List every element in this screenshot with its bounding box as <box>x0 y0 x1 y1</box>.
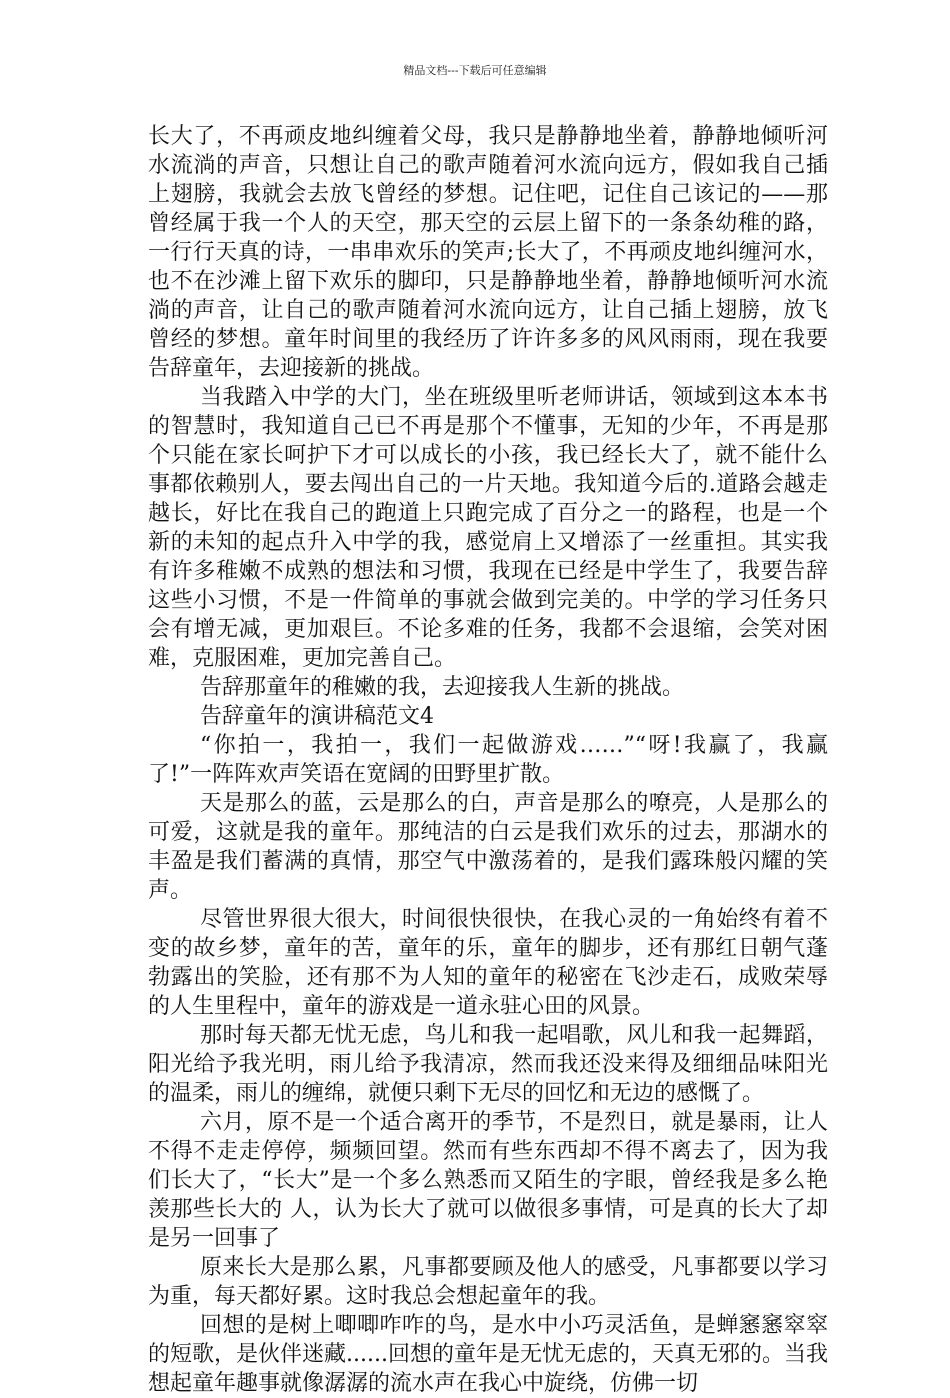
section-heading: 告辞童年的演讲稿范文4 <box>200 704 434 729</box>
paragraph: 回想的是树上唧唧咋咋的鸟，是水中小巧灵活鱼，是蝉窸窸窣窣的短歌，是伙伴迷藏......回想的童年是无忧无虑的，天真无邪的。当我想起童年趣事就像潺潺的流水声在我心中旋绕，仿佛一切 <box>148 1313 828 1396</box>
paragraph: 六月，原不是一个适合离开的季节，不是烈日，就是暴雨，让人不得不走走停停，频频回望。然而有些东西却不得不离去了，因为我们长大了，“长大”是一个多么熟悉而又陌生的字眼，曾经我是多么艳羡那些长大的 人，认为长大了就可以做很多事情，可是真的长大了却是另一回事了 <box>148 1110 828 1251</box>
paragraph: 那时每天都无忧无虑，鸟儿和我一起唱歌，风儿和我一起舞蹈，阳光给予我光明，雨儿给予我清凉，然而我还没来得及细细品味阳光的温柔，雨儿的缠绵，就便只剩下无尽的回忆和无边的感慨了。 <box>148 1023 828 1106</box>
paragraph: 原来长大是那么累，凡事都要顾及他人的感受，凡事都要以学习为重，每天都好累。这时我总会想起童年的我。 <box>148 1255 828 1309</box>
paragraph: 长大了，不再顽皮地纠缠着父母，我只是静静地坐着，静静地倾听河水流淌的声音，只想让自己的歌声随着河水流向远方，假如我自己插上翅膀，我就会去放飞曾经的梦想。记住吧，记住自己该记的——那曾经属于我一个人的天空，那天空的云层上留下的一条条幼稚的路，一行行天真的诗，一串串欢乐的笑声;长大了，不再顽皮地纠缠河水，也不在沙滩上留下欢乐的脚印，只是静静地坐着，静静地倾听河水流淌的声音，让自己的歌声随着河水流向远方，让自己插上翅膀，放飞曾经的梦想。童年时间里的我经历了许许多多的风风雨雨，现在我要告辞童年，去迎接新的挑战。 <box>148 124 828 381</box>
paragraph: 当我踏入中学的大门，坐在班级里听老师讲话，领域到这本本书的智慧时，我知道自己已不再是那个不懂事，无知的少年，不再是那个只能在家长呵护下才可以成长的小孩，我已经长大了，就不能什么事都依赖别人，要去闯出自己的一片天地。我知道今后的.道路会越走越长，好比在我自己的跑道上只跑完成了百分之一的路程，也是一个新的未知的起点升入中学的我，感觉肩上又增添了一丝重担。其实我有许多稚嫩不成熟的想法和习惯，我现在已经是中学生了，我要告辞这些小习惯，不是一件简单的事就会做到完美的。中学的学习任务只会有增无减，更加艰巨。不论多难的任务，我都不会退缩，会笑对困难，克服困难，更加完善自己。 <box>148 385 828 671</box>
paragraph: “你拍一，我拍一，我们一起做游戏……”“呀!我赢了，我赢了!”一阵阵欢声笑语在宽阔的田野里扩散。 <box>148 733 828 787</box>
page-header: 精品文档---下载后可任意编辑 <box>403 64 547 77</box>
paragraph: 天是那么的蓝，云是那么的白，声音是那么的嘹亮，人是那么的可爱，这就是我的童年。那纯洁的白云是我们欢乐的过去，那湖水的丰盈是我们蓄满的真情，那空气中激荡着的，是我们露珠般闪耀的笑声。 <box>148 791 828 903</box>
paragraph: 尽管世界很大很大，时间很快很快，在我心灵的一角始终有着不变的故乡梦，童年的苦，童年的乐，童年的脚步，还有那红日朝气蓬勃露出的笑脸，还有那不为人知的童年的秘密在飞沙走石，成败荣辱的人生里程中，童年的游戏是一道永驻心田的风景。 <box>148 907 828 1019</box>
document-body <box>148 122 828 1398</box>
paragraph: 告辞那童年的稚嫩的我，去迎接我人生新的挑战。 <box>200 675 685 700</box>
